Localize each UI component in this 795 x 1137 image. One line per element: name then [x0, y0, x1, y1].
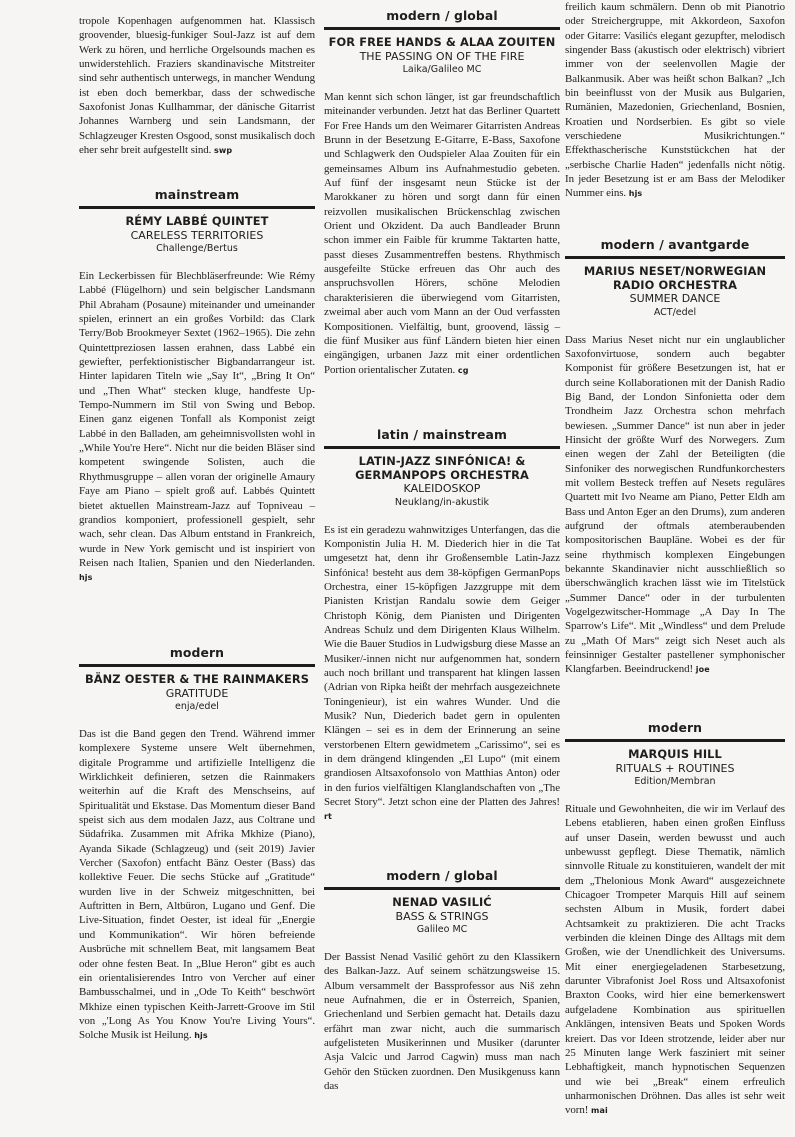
author-signature: hjs: [79, 573, 93, 583]
genre-heading: modern / global: [324, 868, 560, 890]
review-continued-vasilic: [565, 0, 785, 202]
review-body: Rituale und Gewohnheiten, die wir im Verlauf des Lebens etablieren, haben einen großen Einfluss auf unser Dasein, werden bewusst und auch unbewusst gepflegt. Diese Thematik, nämlich sinnvolle Rituale zu konstituieren, wandelt der mit dem „Thelonious Monk Award“ ausgezeichnete Chicagoer Trompeter Marquis Hill auf seinem sechsten Album in Musik, fordert dabei Achtsamkeit zu praktizieren. Die acht Tracks verbinden die kleinen Dinge des Alltags mit dem Großen, wie der Unendlichkeit des Universums. Mit einer energiegeladenen Starbesetzung, darunter Vibrafonist Joel Ross und Altsaxofonist Braxton Cooks, wird hier eine bemerkenswert aufgeladene Kombination aus spirituellen Anklängen, intensiven Beats und Spoken Words kreiert. Das vor Ideen strotzende, leider aber nur 25 Minuten lange Werk fasziniert mit seiner Lebhaftigkeit, manch hypnotischen Sequenzen und wie bei „Break“ einem erfreulich unharmonischen Dröhnen. Das alles ist sehr weit vorn!: [565, 803, 785, 1117]
artist-name: MARQUIS HILL: [628, 747, 722, 761]
review-text: [324, 523, 560, 825]
album-title: SUMMER DANCE: [629, 292, 721, 305]
record-label: ACT/edel: [653, 306, 697, 318]
record-label: Challenge/Bertus: [156, 243, 238, 254]
record-label: enja/edel: [175, 701, 219, 712]
artist-name: MARIUS NESET/NORWEGIAN RADIO ORCHESTRA: [583, 264, 767, 292]
record-label: Edition/Membran: [634, 776, 716, 787]
genre-heading: modern / avantgarde: [565, 237, 785, 259]
review-text: [324, 90, 560, 378]
author-signature: joe: [695, 665, 710, 675]
review-nenad-vasilic: [324, 868, 560, 1093]
genre-heading: mainstream: [79, 187, 315, 209]
review-body: Dass Marius Neset nicht nur ein unglaublicher Saxofonvirtuose, sondern auch begabter Komponist für größere Besetzungen ist, hat er durch seine Kollaborationen mit der Danish Radio Big Band, der London Sinfonietta oder dem Trondheim Jazz Orchestra schon mehrfach bewiesen. „Summer Dance“ ist nun aber in jeder Hinsicht der größte Wurf des Norwegers. Zum einen wegen der Zahl der Beteiligten (die Sinfoniker des norwegischen Rundfunkorchesters mit vollem Besteck treffen auf Nesets reguläres Quartett mit Ivo Neame am Piano, Petter Eldh am Bass und Anton Eger an den Drums), zum anderen aufgrund der oftmals atemberaubenden kompositorischen Baupläne. Wobei es der für seine rhythmisch komplexen Eingebungen bekannte Skandinavier nicht ausschließlich so überschwänglich krachen lässt wie im Titelstück „Summer Dance“ oder in der turbulenten Vogelgezwitscher-Hommage „A Day In The Sparrow's Life“. Mit „Windless“ und dem Prelude zu „Math Of Mars“ zeigt sich Neset auch als feinsinniger Gestalter pastellener symphonischer Klangfarben. Beeindruckend!: [565, 333, 785, 676]
review-text: [79, 727, 315, 1044]
album-title: BASS & STRINGS: [395, 909, 489, 923]
album-title: RITUALS + ROUTINES: [615, 761, 735, 775]
review-body: tropole Kopenhagen aufgenommen hat. Klassisch groovender, bluesig-funkiger Soul-Jazz ist auf dem Werk zu hören, und herrliche Orgelsounds machen es unwiderstehlich. Fraziers skandinavische Mitstreiter sind sehr authentisch unterwegs, in mancher Wendung ist eben doch bemerkbar, dass der schwedische Saxofonist Jonas Kullhammar, der dänische Gitarrist Johannes Warnberg und sein Landsmann, der Schlagzeuger Kresten Osgood, sonst musikalisch doch eher sehr breit aufgestellt sind.: [79, 15, 315, 157]
review-body: Es ist ein geradezu wahnwitziges Unterfangen, das die Komponistin Julia H. M. Diederich hier in die Tat umgesetzt hat, denn ihr Großensemble Latin-Jazz Sinfónica! besteht aus dem 38-köpfigen GermanPops Orchestra, einer 15-köpfigen Jazzgruppe mit dem Pianisten Kristjan Randalu sowie dem Geiger Christoph König, dem Pianisten und Dirigenten Andreas Schulz und dem Dirigenten Klaus Wilhelm. Wie die Bauer Studios in Ludwigsburg diese Masse an Musiker/-innen nicht nur aufgenommen hat, sondern auch noch brillant und transparent hat klingen lassen (Adrian von Ripka heißt der mehrfach ausgezeichnete Toningenieur), ist ein wahres Wunder. Und die Musik? Nun, Diederich badet gern in opulenten Klängen – sei es in dem der Erinnerung an seine verstorbenen Eltern gewidmetem „Carissimo“, sei es in dem drängend klingenden „El Lupo“ (mit einem grandiosen Altsaxofonsolo von Matthias Anton) oder in den furios vielfältigen Klanglandschaften von „The Secret Story“. Jetzt schon eine der Platten des Jahres!: [324, 523, 560, 809]
review-body: freilich kaum schmälern. Denn ob mit Pianotrio oder Streichergruppe, mit Akkordeon, Saxofon oder Gitarre: Vasilićs elegant gezupfter, melodisch singender Bass (akustisch oder elektrisch) vibriert immer von der seelenvollen Magie der Balkanmusik. Aber was heißt schon Balkan? „Ich bin beeinflusst von der Musik aus Bulgarien, Rumänien, Mazedonien, Griechenland, Bosnien, Kroatien und Nordserbien. Es gibt so viele verschiedene Musikrichtungen.“ Effekthascherische Kunststückchen hat der „serbische Charlie Haden“ jedenfalls nicht nötig. In jeder Besetzung ist er am Bass der Melodiker Nummer eins.: [565, 1, 785, 200]
author-signature: hjs: [194, 1031, 208, 1041]
review-text: [79, 269, 315, 586]
review-body: Ein Leckerbissen für Blechbläserfreunde: Wie Rémy Labbé (Flügelhorn) und sein belgischer Landsmann Phil Abraham (Posaune) miteinander und umeinander spielen, erinnert an ein großes Vorbild: das Clark Terry/Bob Brookmeyer Sextet (1962–1965). Die zehn Quintettpreziosen lassen erahnen, dass Labbé ein gewiefter, perfektionistischer Bigbandarrangeur ist. Hinter lapidaren Titeln wie „Say It“, „Bring It On“ und „Then What“ stecken kluge, handfeste Up-Tempo-Nummern im Stil von Swing und Bebop. Einen ganz eigenen Tonfall als Komponist zeigt Labbé in den Balladen, am geheimnisvollsten wohl in „While You're Here“. Nicht nur die beiden Bläser sind kompetent swingende Solisten, auch die Rhythmusgruppe – allen voran der originelle Amaury Faye am Piano – spielt groß auf. Labbés Quintett bietet aktuellen Mainstream-Jazz auf Topniveau – grandios komponiert, professionell gespielt, sehr wach, sehr clean. Das Album entstand in Frankreich, wurde in New York gemischt und ist inspiriert von Reisen nach Italien, Spanien und den Niederlanden.: [79, 270, 315, 569]
review-text: [565, 333, 785, 678]
genre-heading: modern: [565, 720, 785, 742]
album-title: CARELESS TERRITORIES: [130, 228, 264, 242]
artist-name: LATIN-JAZZ SINFÓNICA! & GERMANPOPS ORCHESTRA: [355, 454, 529, 482]
review-body: Man kennt sich schon länger, ist gar freundschaftlich miteinander verbunden. Jetzt hat das Berliner Quartett For Free Hands um den Weimarer Gitarristen Andreas Brunn in der Besetzung E-Gitarre, E-Bass, Saxofone und Schlagwerk den Oudspieler Alaa Zouiten für ein gemeinsames Album ins Aufnahmestudio gebeten. Auf fünf der insgesamt neun Stücke ist der Marokkaner zu hören und sorgt dann für einen reizvollen musikalischen Brückenschlag zwischen Orient und Okzident. Da auch Bandleader Brunn schon immer ein Faible für krumme Taktarten hatte, passt dieses Zusammentreffen bestens. Rhythmisch ausgefeilte Stücke erfreuen das Ohr auch des anspruchsvollen Hörers, schöne Melodien charakterisieren die überwiegend vom Gitarristen, zweimal aber auch vom Mann an der Oud verfassten Kompositionen. Vielfältig, bunt, groovend, lässig – die fünf Musiker aus fünf Ländern bieten hier einen eingängigen, urbanen Jazz mit einer ordentlichen Portion orientalischer Zutaten.: [324, 91, 560, 376]
review-text: [565, 802, 785, 1119]
artist-name: FOR FREE HANDS & ALAA ZOUITEN: [328, 35, 556, 49]
genre-heading: latin / mainstream: [324, 427, 560, 449]
author-signature: hjs: [628, 189, 643, 199]
genre-heading: modern: [79, 645, 315, 667]
genre-heading: modern / global: [324, 8, 560, 30]
review-text: [79, 14, 315, 158]
review-text: Der Bassist Nenad Vasilić gehört zu den Klassikern des Balkan-Jazz. Auf seinem schätzungsweise 15. Album versammelt der Bassprofessor aus Niš zehn neue Aufnahmen, die er in Österreich, Spanien, Griechenland und Serbien gemacht hat. Details dazu erfährt man zwar nicht, auch die summarisch aufgelisteten Musikerinnen und Musiker (darunter Asja Valcic und Jarrod Cagwin) muss man nach Gehör den Stücken zuordnen. Den Musikgenuss kann das: [324, 951, 560, 1093]
record-label: Galileo MC: [416, 924, 468, 935]
artist-name: BÄNZ OESTER & THE RAINMAKERS: [84, 672, 310, 686]
review-for-free-hands: [324, 8, 560, 378]
author-signature: cg: [457, 365, 469, 375]
author-signature: mai: [591, 1106, 608, 1116]
record-label: Neuklang/in-akustik: [394, 496, 490, 508]
author-signature: swp: [214, 146, 233, 156]
artist-name: RÉMY LABBÉ QUINTET: [125, 214, 269, 228]
review-latin-jazz-sinfonica: [324, 427, 560, 825]
artist-name: NENAD VASILIĆ: [392, 895, 492, 909]
review-body: Das ist die Band gegen den Trend. Während immer komplexere Systeme unsere Welt übernehmen, digitale Programme und artifizielle Intelligenz die Wirklichkeit definieren, setzen die Rainmakers weiterhin auf die Kraft des Menschseins, auf Spiritualität und Ekstase. Das Momentum dieser Band speist sich aus dem modalen Jazz, aus Coltrane und Südafrika. Zusammen mit Afrika Mkhize (Piano), Ayanda Sikade (Schlagzeug) und (seit 2019) Javier Vercher (Saxofon) entfacht Bänz Oester (Bass) das kollektive Feuer. Die sechs Stücke auf „Gratitude“ wurden live in der Schweiz mitgeschnitten, bei Auftritten in Bern, Altbüron, Lugano und Genf. Die Live-Situation, findet Oester, ist ideal für „Energie und Kommunikation“. Wir hören befreiende Ausbrüche mit schnellem Beat, mit langsamem Beat oder ohne festen Beat. In „Blue Heron“ gibt es auch ein orientalisierendes Intro von Vercher auf einer Bambusschalmei, und in „Ode To Keith“ beschwört Mkhize einen typischen Keith-Jarrett-Groove im Stil von „'Long As You Know You're Living Yours“. Solche Musik ist Heilung.: [79, 728, 315, 1042]
review-marquis-hill: [565, 720, 785, 1119]
review-continued-frazier: [79, 14, 315, 158]
record-label: Laika/Galileo MC: [402, 64, 482, 75]
review-text: [565, 0, 785, 202]
author-signature: rt: [324, 812, 332, 822]
review-remy-labbe-quintet: [79, 187, 315, 586]
review-baenz-oester: [79, 645, 315, 1044]
review-marius-neset: [565, 237, 785, 678]
album-title: GRATITUDE: [165, 686, 229, 700]
album-title: THE PASSING ON OF THE FIRE: [359, 49, 525, 63]
album-title: KALEIDOSKOP: [403, 482, 481, 495]
